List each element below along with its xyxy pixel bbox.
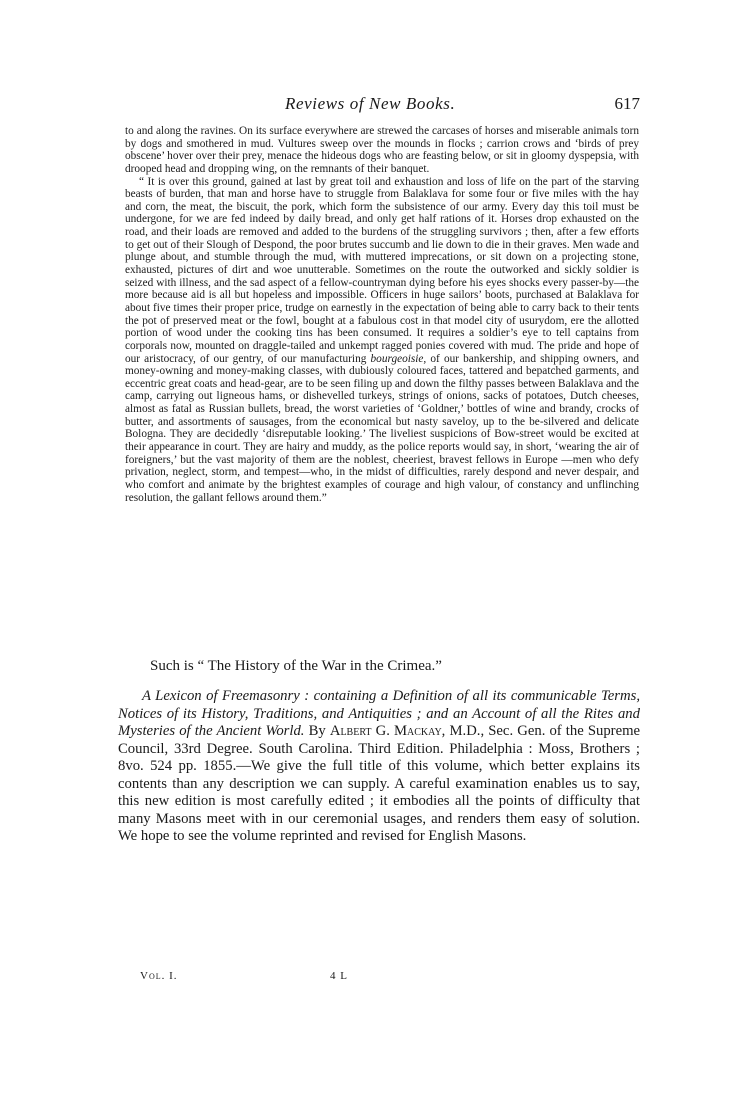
- running-header: [125, 94, 640, 116]
- author-name: Albert G. Mackay,: [329, 723, 446, 739]
- quote-paragraph-1: to and along the ravines. On its surface everywhere are strewed the carcases of horses and miserable animals torn by dogs and smothered in mud. Vultures sweep over the mounds in flocks ; carrion crows and ‘birds of prey obscene’ hover over their prey, menace the hideous dogs who are feasting below, or sit in gloomy dyspepsia, with drooped head and dropping wing, on the remnants of their banquet.: [125, 125, 639, 175]
- quote-paragraph-2-part-b: of our bankership, and shipping owners, and money-owning and money-making classes, with dubiously coloured faces, tattered and bepatched garments, and eccentric great coats and head-gear, are to be seen filing up and down the filthy passes between Balaklava and the camp, carrying out ligneous hams, or dishevelled turkeys, strings of onions, sacks of potatoes, Dutch cheeses, almost as fatal as Russian bullets, bread, the worst varieties of ‘Goldner,’ bottles of wine and brandy, crocks of butter, and assortments of sausages, from the economical but nasty saveloy, up to the be-silvered and delicate Bologna. They are decidedly ‘disreputable looking.’ The liveliest suspicions of Bow-street would be excited at their appearance in court. They are hairy and muddy, as the police reports would say, in short, ‘wearing the air of foreigners,’ but the vast majority of them are the noblest, cheeriest, bravest fellows in Europe —men who defy privation, neglect, storm, and tempest—who, in the midst of difficulties, rarely despond and never despair, and who comfort and animate by the brightest examples of courage and high valour, of constancy and unflinching resolution, the gallant fellows around them.”: [125, 352, 640, 504]
- quoted-passage: [125, 125, 639, 504]
- quote-paragraph-2: [125, 176, 639, 505]
- volume-label: Vol. I.: [140, 970, 178, 982]
- quote-paragraph-2-part-a: “ It is over this ground, gained at last by great toil and exhaustion and loss of life on the part of the starving beasts of burden, that man and horse have to struggle from Balaklava for some four or five miles with the hay and corn, the meat, the biscuit, the pork, which form the subsistence of our army. Every day this toil must be undergone, for we are fed indeed by daily bread, and only get half rations of it. Horses drop exhausted on the road, and their loads are removed and added to the burdens of the struggling survivors ; then, after a few efforts to get out of their Slough of Despond, the poor brutes succumb and lie down to die in their graves. Men wade and plunge about, and stumble through the mud, with muttered imprecations, or sit down on a projecting stone, exhausted, pictures of dirt and woe unutterable. Sometimes on the route the outworked and sickly soldier is seized with illness, and the sad aspect of a fellow-countryman dying before his eyes shocks every passer-by—the more because aid is all but hopeless and impossible. Officers in huge sailors’ boots, purchased at Balaklava for about five times their proper price, trudge on earnestly in the expectation of being able to carry back to their tents the pot of preserved meat or the fowl, bought at a fabulous cost in that model city of usurydom, ere the allotted portion of wood under the cooking tins has been consumed. It requires a soldier’s eye to tell captains from corporals now, mounted on draggle-tailed and unkempt ragged ponies covered with mud. The pride and hope of our aristocracy, of our gentry, of our manufacturing: [125, 175, 639, 365]
- review-body: M.D., Sec. Gen. of the Supreme Council, 33rd Degree. South Carolina. Third Edition. Philadelphia : Moss, Brothers ; 8vo. 524 pp. 1855.—We give the full title of this volume, which better explains its contents than any description we can supply. A careful examination enables us to say, this new edition is most carefully edited ; it embodies all the points of difficulty that many Masons meet with in our ceremonial usages, and renders them easy of solution. We hope to see the volume reprinted and revised for English Masons.: [118, 723, 641, 844]
- summary-line: Such is “ The History of the War in the Crimea.”: [150, 658, 442, 674]
- book-title: A Lexicon of Freemasonry : containing a Definition of all its communicable Terms, Notices of its History, Traditions, and Antiquities ; and an Account of all the Rites and Mysteries of the Ancient World.: [118, 688, 640, 739]
- page-number: 617: [614, 94, 640, 113]
- book-review: [118, 688, 640, 846]
- review-paragraph: [118, 688, 640, 846]
- quote-emphasis: bourgeoisie,: [370, 352, 427, 365]
- signature-mark: 4 L: [330, 970, 348, 982]
- by-word: By: [308, 723, 326, 739]
- running-title: Reviews of New Books.: [285, 94, 456, 113]
- page-footer: [140, 970, 500, 986]
